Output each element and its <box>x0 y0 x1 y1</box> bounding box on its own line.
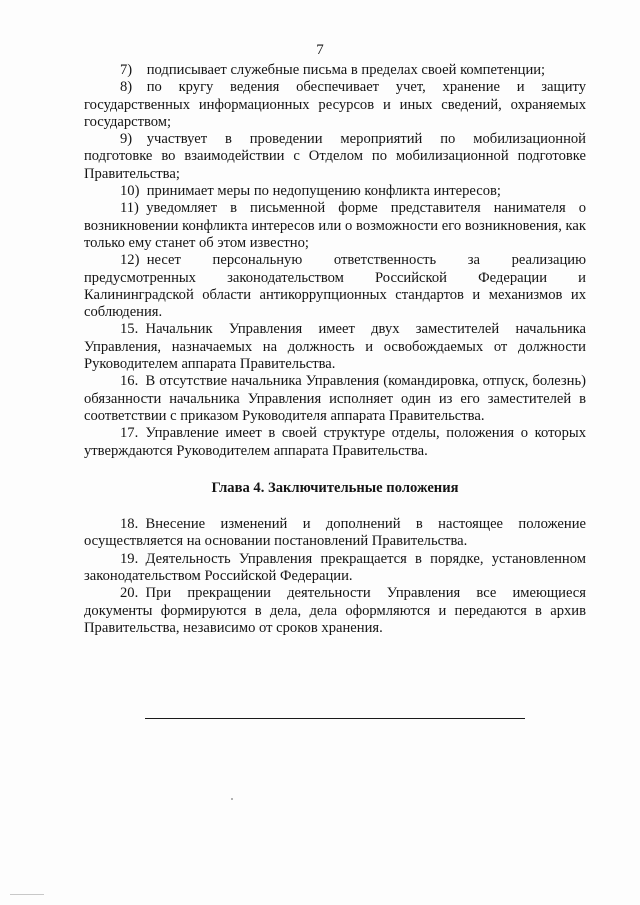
paragraph-15: 15. Начальник Управления имеет двух заместителей начальника Управления, назначаемых на должность и освобождаемых от должности Руководителем аппарата Правительства. <box>84 321 586 373</box>
paragraph-item-10: 10) принимает меры по недопущению конфликта интересов; <box>120 183 501 200</box>
paragraph-item-7: 7) подписывает служебные письма в пределах своей компетенции; <box>120 62 546 78</box>
closing-divider-line <box>145 718 525 719</box>
paragraph-18: 18. Внесение изменений и дополнений в настоящее положение осуществляется на основании постановлений Правительства. <box>84 516 586 550</box>
paragraph-item-8: 8) по кругу ведения обеспечивает учет, хранение и защиту государственных информационных ресурсов и иных сведений, охраняемых государством; <box>84 79 586 130</box>
paragraph-20: 20. При прекращении деятельности Управления все имеющиеся документы формируются в дела, дела оформляются и передаются в архив Правительства, независимо от сроков хранения. <box>84 585 586 636</box>
document-body <box>84 62 586 637</box>
scan-artifact-edge <box>10 894 44 895</box>
paragraph-19: 19. Деятельность Управления прекращается в порядке, установленном законодательством Российской Федерации. <box>84 550 586 585</box>
paragraph-17: 17. Управление имеет в своей структуре отделы, положения о которых утверждаются Руководителем аппарата Правительства. <box>84 425 586 459</box>
paragraph-16: 16. В отсутствие начальника Управления (командировка, отпуск, болезнь) обязанности начальника Управления исполняет один из его заместителей в соответствии с приказом Руководителя аппарата Правительства. <box>84 373 586 424</box>
chapter-heading: Глава 4. Заключительные положения <box>211 479 459 496</box>
paragraph-item-9: 9) участвует в проведении мероприятий по мобилизационной подготовке во взаимодействии с Отделом по мобилизационной подготовке Правительства; <box>84 131 586 182</box>
paragraph-item-12: 12) несет персональную ответственность за реализацию предусмотренных законодательством Российской Федерации и Калининградской области антикоррупционных стандартов и механизмов их соблюдения. <box>84 252 586 321</box>
paragraph-item-11: 11) уведомляет в письменной форме представителя нанимателя о возникновении конфликта интересов или о возможности его возникновения, как только ему станет об этом известно; <box>84 200 586 251</box>
page-number: 7 <box>316 42 324 58</box>
scan-artifact-dot <box>231 798 233 800</box>
